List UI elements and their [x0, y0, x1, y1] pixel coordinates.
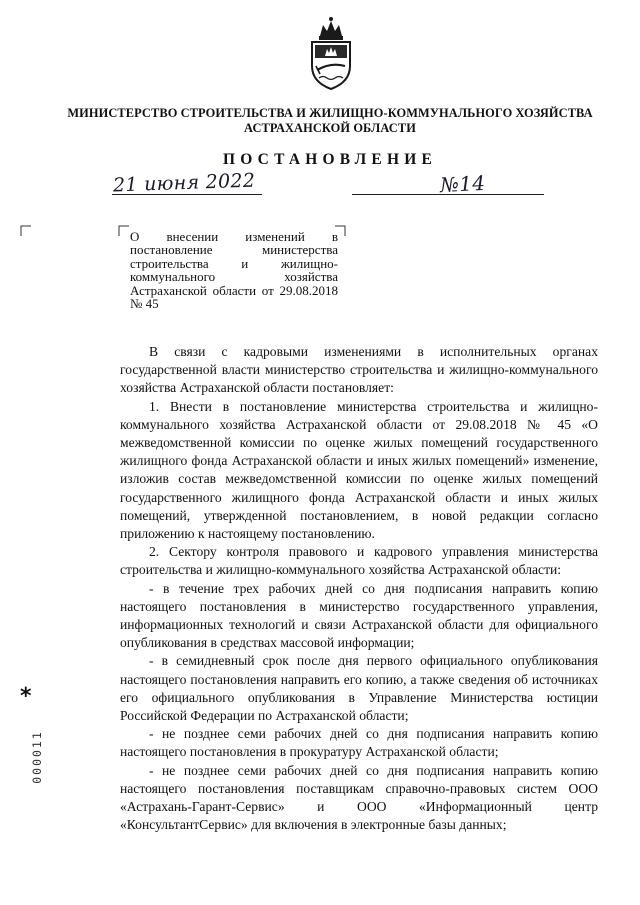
body-paragraph-item-2: 2. Сектору контроля правового и кадрового управления министерства строительства и жилищно-коммунального хозяйства Астраханской области:	[120, 544, 598, 578]
handwritten-number: №14	[439, 170, 486, 198]
left-corner-bracket-icon	[20, 225, 32, 237]
margin-asterisk-mark: *	[20, 684, 32, 709]
body-paragraph-bullet-3: - не позднее семи рабочих дней со дня подписания направить копию настоящего постановления в прокуратуру Астраханской области;	[120, 726, 598, 760]
body-paragraph-bullet-4: - не позднее семи рабочих дней со дня подписания направить копию настоящего постановления поставщикам справочно-правовых систем ООО «Астрахань-Гарант-Сервис» и ООО «Информационный центр «КонсультантСервис» для включения в электронные базы данных;	[120, 762, 598, 833]
document-subject: О внесении изменений в постановление министерства строительства и жилищно-коммунального хозяйства Астраханской области от 29.08.2018 № 45	[130, 229, 338, 312]
body-paragraph-bullet-2: - в семидневный срок после дня первого официального опубликования настоящего постановления направить его копию, а также сведения об источниках его официального опубликования в Управление Министерства юстиции Российской Федерации по Астраханской области;	[120, 653, 598, 724]
number-underline	[352, 194, 544, 195]
document-type-title: ПОСТАНОВЛЕНИЕ	[222, 151, 438, 168]
coat-of-arms-emblem	[301, 14, 361, 92]
ministry-name-line-2: АСТРАХАНСКОЙ ОБЛАСТИ	[244, 121, 416, 135]
handwritten-date: 21 июня 2022	[112, 169, 256, 197]
date-underline	[112, 194, 262, 195]
body-paragraph-intro: В связи с кадровыми изменениями в исполнительных органах государственной власти министерство строительства и жилищно-коммунального хозяйства Астраханской области постановляет:	[120, 344, 598, 396]
subject-left-bracket-icon	[118, 225, 130, 237]
body-paragraph-bullet-1: - в течение трех рабочих дней со дня подписания направить копию настоящего постановления в министерство государственного управления, информационных технологий и связи Астраханской области для официального опубликования в средствах массовой информации;	[120, 580, 598, 651]
ministry-name	[60, 106, 600, 136]
margin-serial-code: 000011	[30, 730, 44, 784]
ministry-name-line-1: МИНИСТЕРСТВО СТРОИТЕЛЬСТВА И ЖИЛИЩНО-КОММУНАЛЬНОГО ХОЗЯЙСТВА	[67, 106, 593, 120]
body-paragraph-item-1: 1. Внести в постановление министерства строительства и жилищно-коммунального хозяйства Астраханской области от 29.08.2018 № 45 «О межведомственной комиссии по оценке жилых помещений государственного жилищного фонда Астраханской области и иных жилых помещений» изменение, изложив состав межведомственной комиссии по оценке жилых помещений государственного жилищного фонда Астраханской области и иных жилых помещений, утвержденной постановлением, в новой редакции согласно приложению к настоящему постановлению.	[120, 398, 598, 542]
document-body	[120, 343, 598, 834]
